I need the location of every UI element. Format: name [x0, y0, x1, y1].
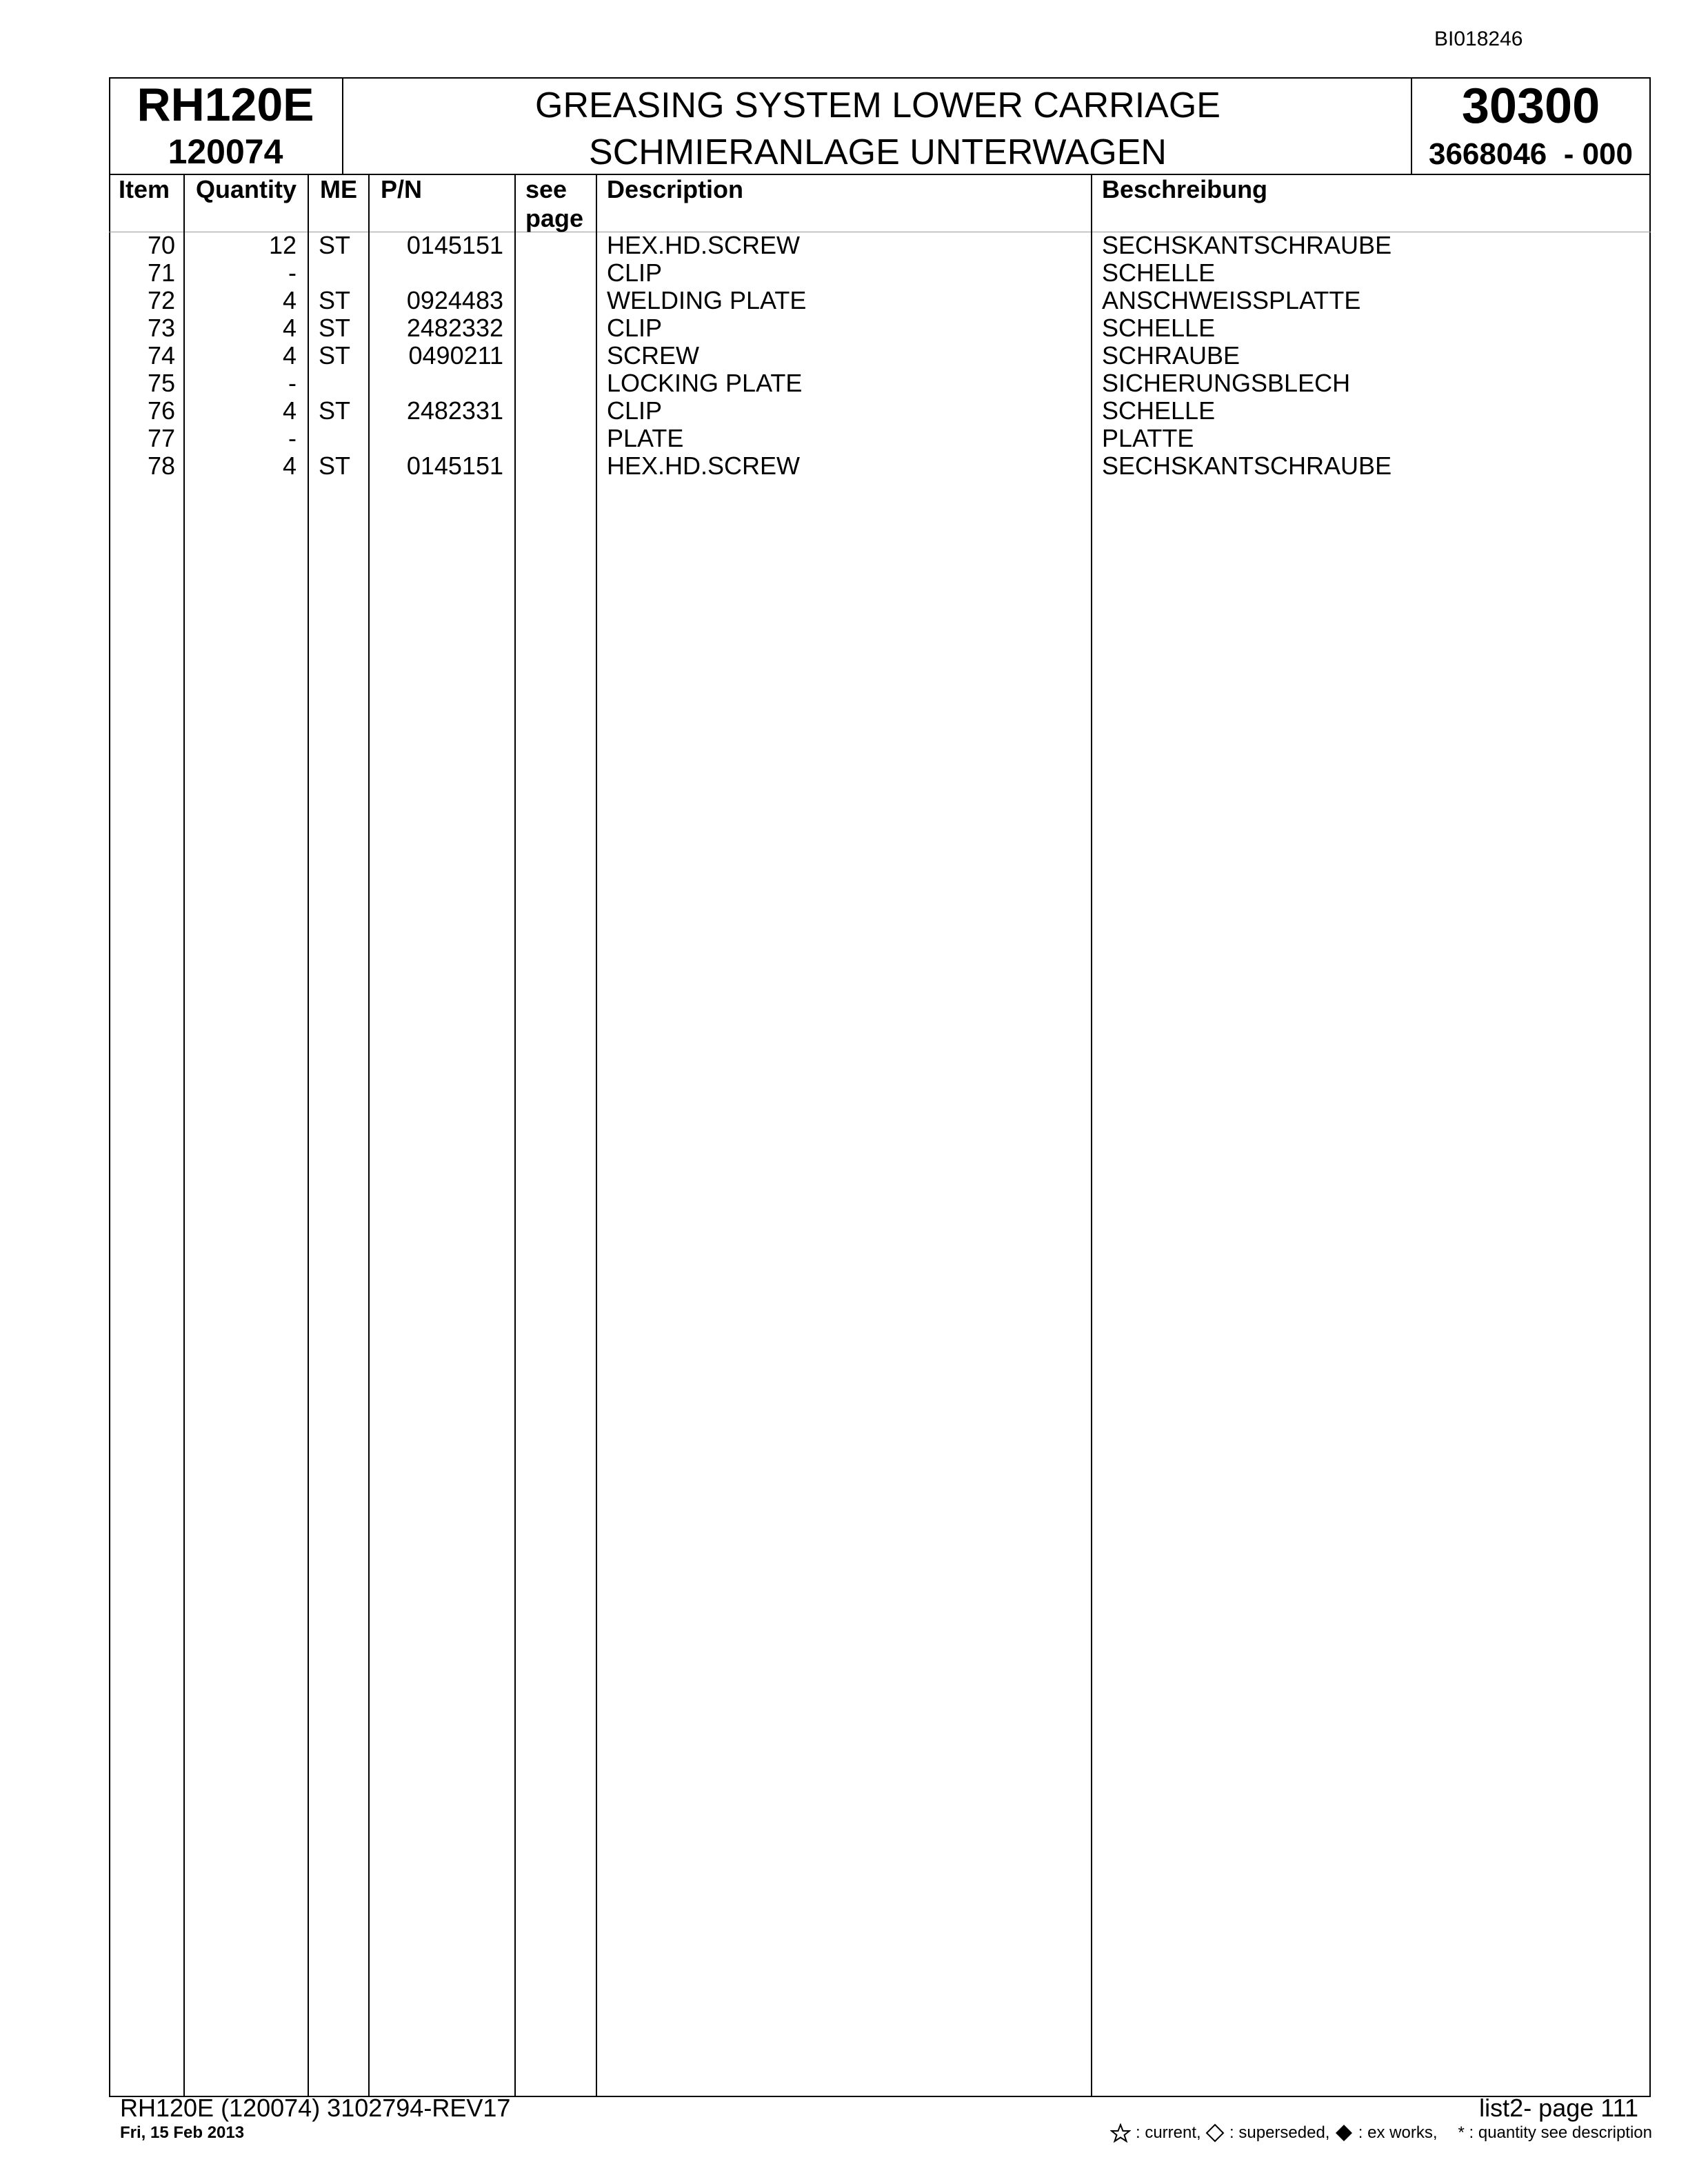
row-quantity: 4 [282, 286, 297, 314]
diamond-filled-icon [1334, 2123, 1354, 2143]
row-me: ST [319, 452, 351, 480]
table-row [0, 342, 1688, 370]
footer-legend [1062, 2122, 1652, 2144]
column-header-item: Item [119, 175, 170, 203]
column-header-pn: P/N [381, 175, 423, 203]
table-row [0, 232, 1688, 259]
row-item: 76 [147, 396, 175, 425]
row-quantity: 4 [282, 341, 297, 370]
row-quantity: - [288, 424, 297, 452]
group-part-number: 3668046 - 000 [1428, 137, 1634, 171]
legend-superseded: : superseded, [1225, 2123, 1335, 2142]
row-item: 70 [147, 231, 175, 259]
row-item: 75 [147, 369, 175, 397]
footer-document-reference: RH120E (120074) 3102794-REV17 [120, 2094, 511, 2122]
star-outline-icon [1110, 2123, 1131, 2143]
row-description: SCREW [607, 341, 699, 370]
legend-quantity-note: * : quantity see description [1458, 2123, 1652, 2142]
table-row [0, 452, 1688, 480]
row-me: ST [319, 396, 351, 425]
row-description: HEX.HD.SCREW [607, 231, 801, 259]
row-quantity: 12 [268, 231, 297, 259]
row-description: PLATE [607, 424, 684, 452]
row-beschreibung: SECHSKANTSCHRAUBE [1102, 452, 1392, 480]
row-beschreibung: SICHERUNGSBLECH [1102, 369, 1351, 397]
legend-ex-works: : ex works, [1354, 2123, 1438, 2142]
row-beschreibung: PLATTE [1102, 424, 1194, 452]
table-row [0, 259, 1688, 287]
row-item: 77 [147, 424, 175, 452]
column-header-description: Description [607, 175, 744, 203]
group-number: 30300 [1461, 79, 1600, 134]
row-description: CLIP [607, 396, 663, 425]
row-item: 73 [147, 314, 175, 342]
row-beschreibung: SCHRAUBE [1102, 341, 1240, 370]
column-header-me: ME [320, 175, 357, 203]
row-quantity: 4 [282, 452, 297, 480]
row-quantity: 4 [282, 314, 297, 342]
row-part-number: 2482332 [406, 314, 503, 342]
row-beschreibung: SCHELLE [1102, 314, 1216, 342]
row-description: LOCKING PLATE [607, 369, 803, 397]
row-quantity: - [288, 259, 297, 287]
row-beschreibung: SCHELLE [1102, 259, 1216, 287]
table-row [0, 287, 1688, 314]
row-me: ST [319, 286, 351, 314]
legend-current: : current, [1131, 2123, 1206, 2142]
diamond-outline-icon [1205, 2123, 1225, 2143]
row-quantity: - [288, 369, 297, 397]
row-item: 72 [147, 286, 175, 314]
footer-page-number: list2- page 111 [1479, 2094, 1638, 2122]
row-description: CLIP [607, 259, 663, 287]
column-header-see-page [525, 175, 583, 233]
row-beschreibung: SECHSKANTSCHRAUBE [1102, 231, 1392, 259]
row-description: HEX.HD.SCREW [607, 452, 801, 480]
model-number: 120074 [168, 132, 283, 171]
column-header-quantity: Quantity [196, 175, 297, 203]
row-beschreibung: ANSCHWEISSPLATTE [1102, 286, 1361, 314]
table-row [0, 425, 1688, 452]
row-description: WELDING PLATE [607, 286, 807, 314]
row-me: ST [319, 314, 351, 342]
row-quantity: 4 [282, 396, 297, 425]
table-row [0, 397, 1688, 425]
model-name: RH120E [137, 79, 314, 131]
row-part-number: 2482331 [406, 396, 503, 425]
row-item: 78 [147, 452, 175, 480]
column-header-see: see [525, 175, 567, 203]
column-header-page: page [525, 204, 584, 232]
row-me: ST [319, 341, 351, 370]
row-part-number: 0145151 [406, 452, 503, 480]
table-row [0, 314, 1688, 342]
row-part-number: 0924483 [406, 286, 503, 314]
row-part-number: 0145151 [406, 231, 503, 259]
row-item: 71 [147, 259, 175, 287]
page-title-german: SCHMIERANLAGE UNTERWAGEN [589, 132, 1167, 172]
document-id: BI018246 [1434, 28, 1523, 50]
row-part-number: 0490211 [408, 341, 503, 370]
row-me: ST [319, 231, 351, 259]
page-title-english: GREASING SYSTEM LOWER CARRIAGE [535, 85, 1220, 125]
table-row [0, 370, 1688, 397]
row-item: 74 [147, 341, 175, 370]
footer-date: Fri, 15 Feb 2013 [120, 2123, 245, 2142]
row-description: CLIP [607, 314, 663, 342]
row-beschreibung: SCHELLE [1102, 396, 1216, 425]
column-header-beschreibung: Beschreibung [1102, 175, 1268, 203]
